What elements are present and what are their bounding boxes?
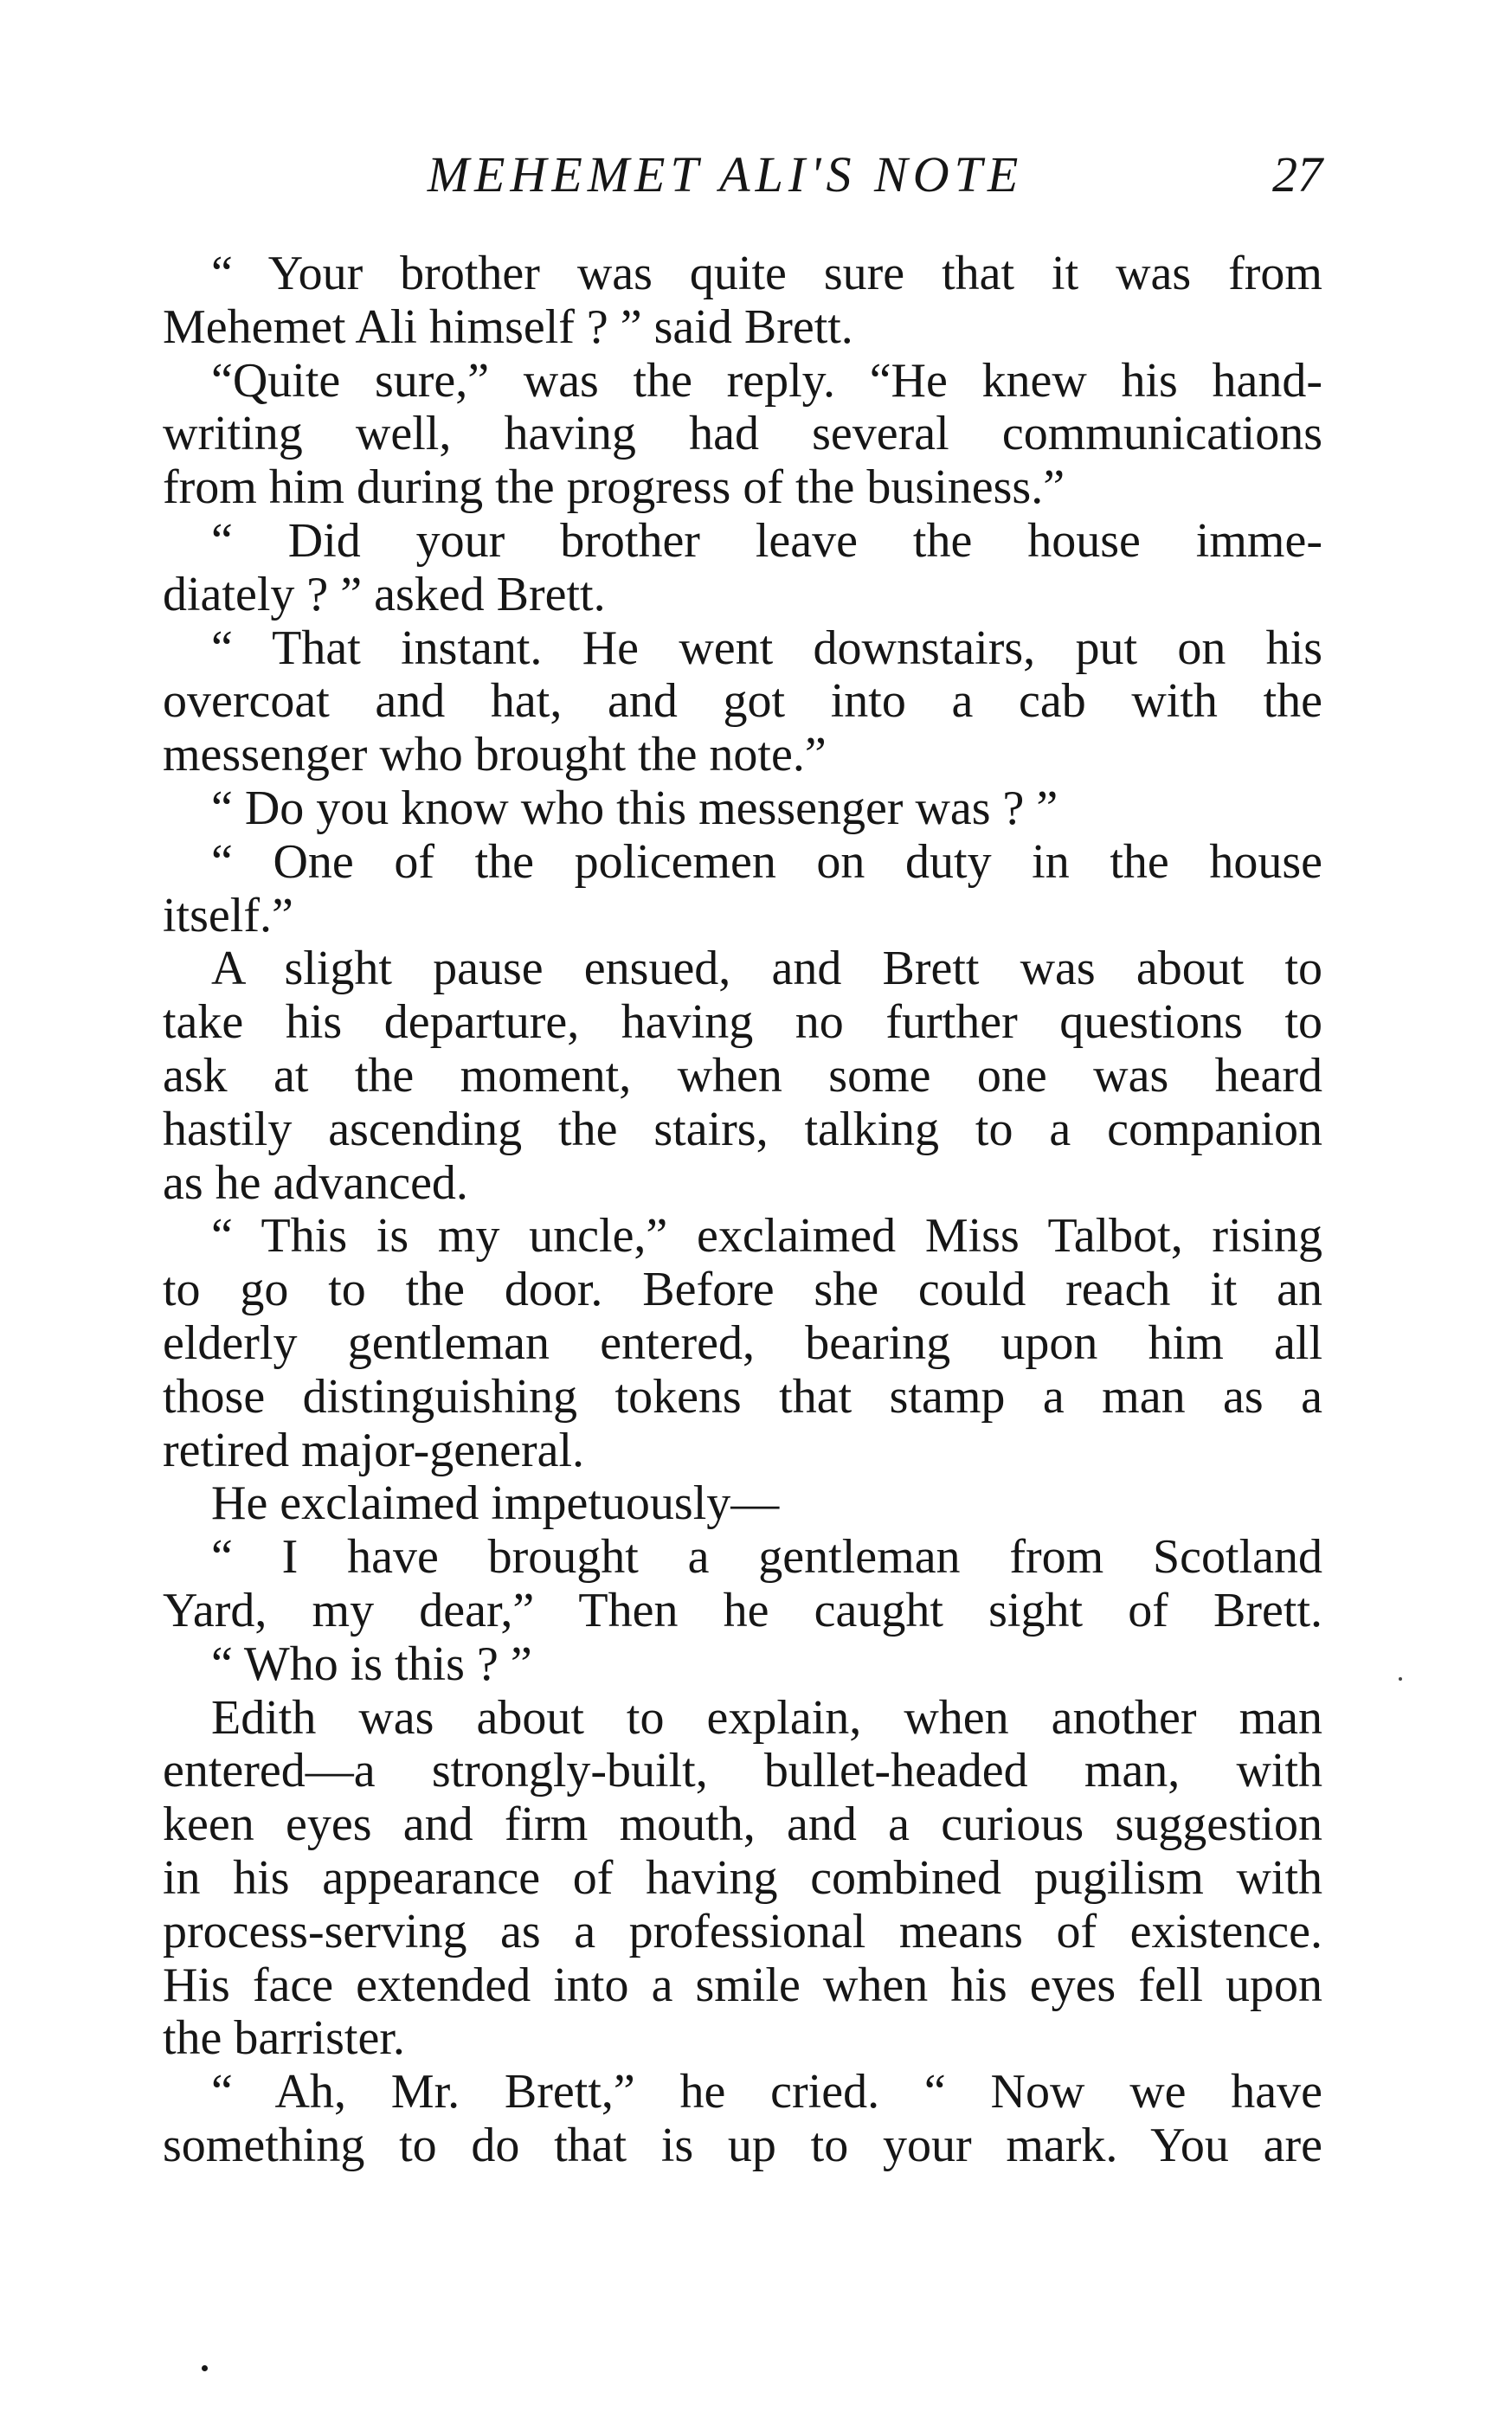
text-line: A slight pause ensued, and Brett was about to xyxy=(211,942,1322,996)
text-line: as he advanced. xyxy=(163,1155,468,1210)
text-line: Mehemet Ali himself ? ” said Brett. xyxy=(163,299,853,354)
text-line: something to do that is up to your mark. You are xyxy=(163,2118,1322,2172)
text-line: take his departure, having no further questions to xyxy=(163,995,1322,1050)
text-line: itself.” xyxy=(163,888,293,942)
text-line: writing well, having had several communications xyxy=(163,407,1322,461)
text-line: “ I have brought a gentleman from Scotland xyxy=(211,1530,1322,1585)
text-line: “ This is my uncle,” exclaimed Miss Talbot, rising xyxy=(211,1209,1322,1264)
running-title: MEHEMET ALI'S NOTE xyxy=(427,146,1024,203)
text-line: in his appearance of having combined pugilism with xyxy=(163,1850,1322,1905)
ink-speck xyxy=(202,2365,208,2371)
text-line: “ Did your brother leave the house imme- xyxy=(211,513,1322,568)
text-line: from him during the progress of the business.” xyxy=(163,460,1065,515)
text-line: to go to the door. Before she could reach it an xyxy=(163,1263,1322,1317)
body-text xyxy=(163,248,1322,2173)
text-line: “ Who is this ? ” xyxy=(211,1637,532,1691)
text-line: His face extended into a smile when his eyes fell upon xyxy=(163,1958,1322,2012)
text-line: the barrister. xyxy=(163,2011,405,2066)
text-line: retired major-general. xyxy=(163,1423,585,1477)
text-line: entered—a strongly-built, bullet-headed man, with xyxy=(163,1744,1322,1798)
text-line: He exclaimed impetuously— xyxy=(211,1476,780,1531)
text-line: overcoat and hat, and got into a cab with the xyxy=(163,674,1322,729)
text-line: “ One of the policemen on duty in the house xyxy=(211,834,1322,889)
text-line: hastily ascending the stairs, talking to a companion xyxy=(163,1102,1322,1156)
text-line: “ Do you know who this messenger was ? ” xyxy=(211,781,1058,835)
running-head xyxy=(163,140,1322,209)
text-line: process-serving as a professional means of existence. xyxy=(163,1904,1322,1958)
page-number: 27 xyxy=(1272,146,1322,203)
text-line: “Quite sure,” was the reply. “He knew his hand- xyxy=(211,353,1322,408)
text-line: “ Your brother was quite sure that it was from xyxy=(211,247,1322,300)
text-line: keen eyes and firm mouth, and a curious suggestion xyxy=(163,1798,1322,1852)
text-line: Edith was about to explain, when another man xyxy=(211,1690,1322,1745)
text-line: diately ? ” asked Brett. xyxy=(163,567,606,621)
text-line: “ Ah, Mr. Brett,” he cried. “ Now we have xyxy=(211,2065,1322,2119)
text-line: ask at the moment, when some one was heard xyxy=(163,1048,1322,1103)
text-line: “ That instant. He went downstairs, put on his xyxy=(211,621,1322,675)
text-line: elderly gentleman entered, bearing upon him all xyxy=(163,1315,1322,1370)
ink-speck xyxy=(1399,1677,1402,1681)
text-line: messenger who brought the note.” xyxy=(163,728,827,782)
text-line: Yard, my dear,” Then he caught sight of Brett. xyxy=(163,1583,1322,1637)
text-line: those distinguishing tokens that stamp a man as a xyxy=(163,1369,1322,1424)
